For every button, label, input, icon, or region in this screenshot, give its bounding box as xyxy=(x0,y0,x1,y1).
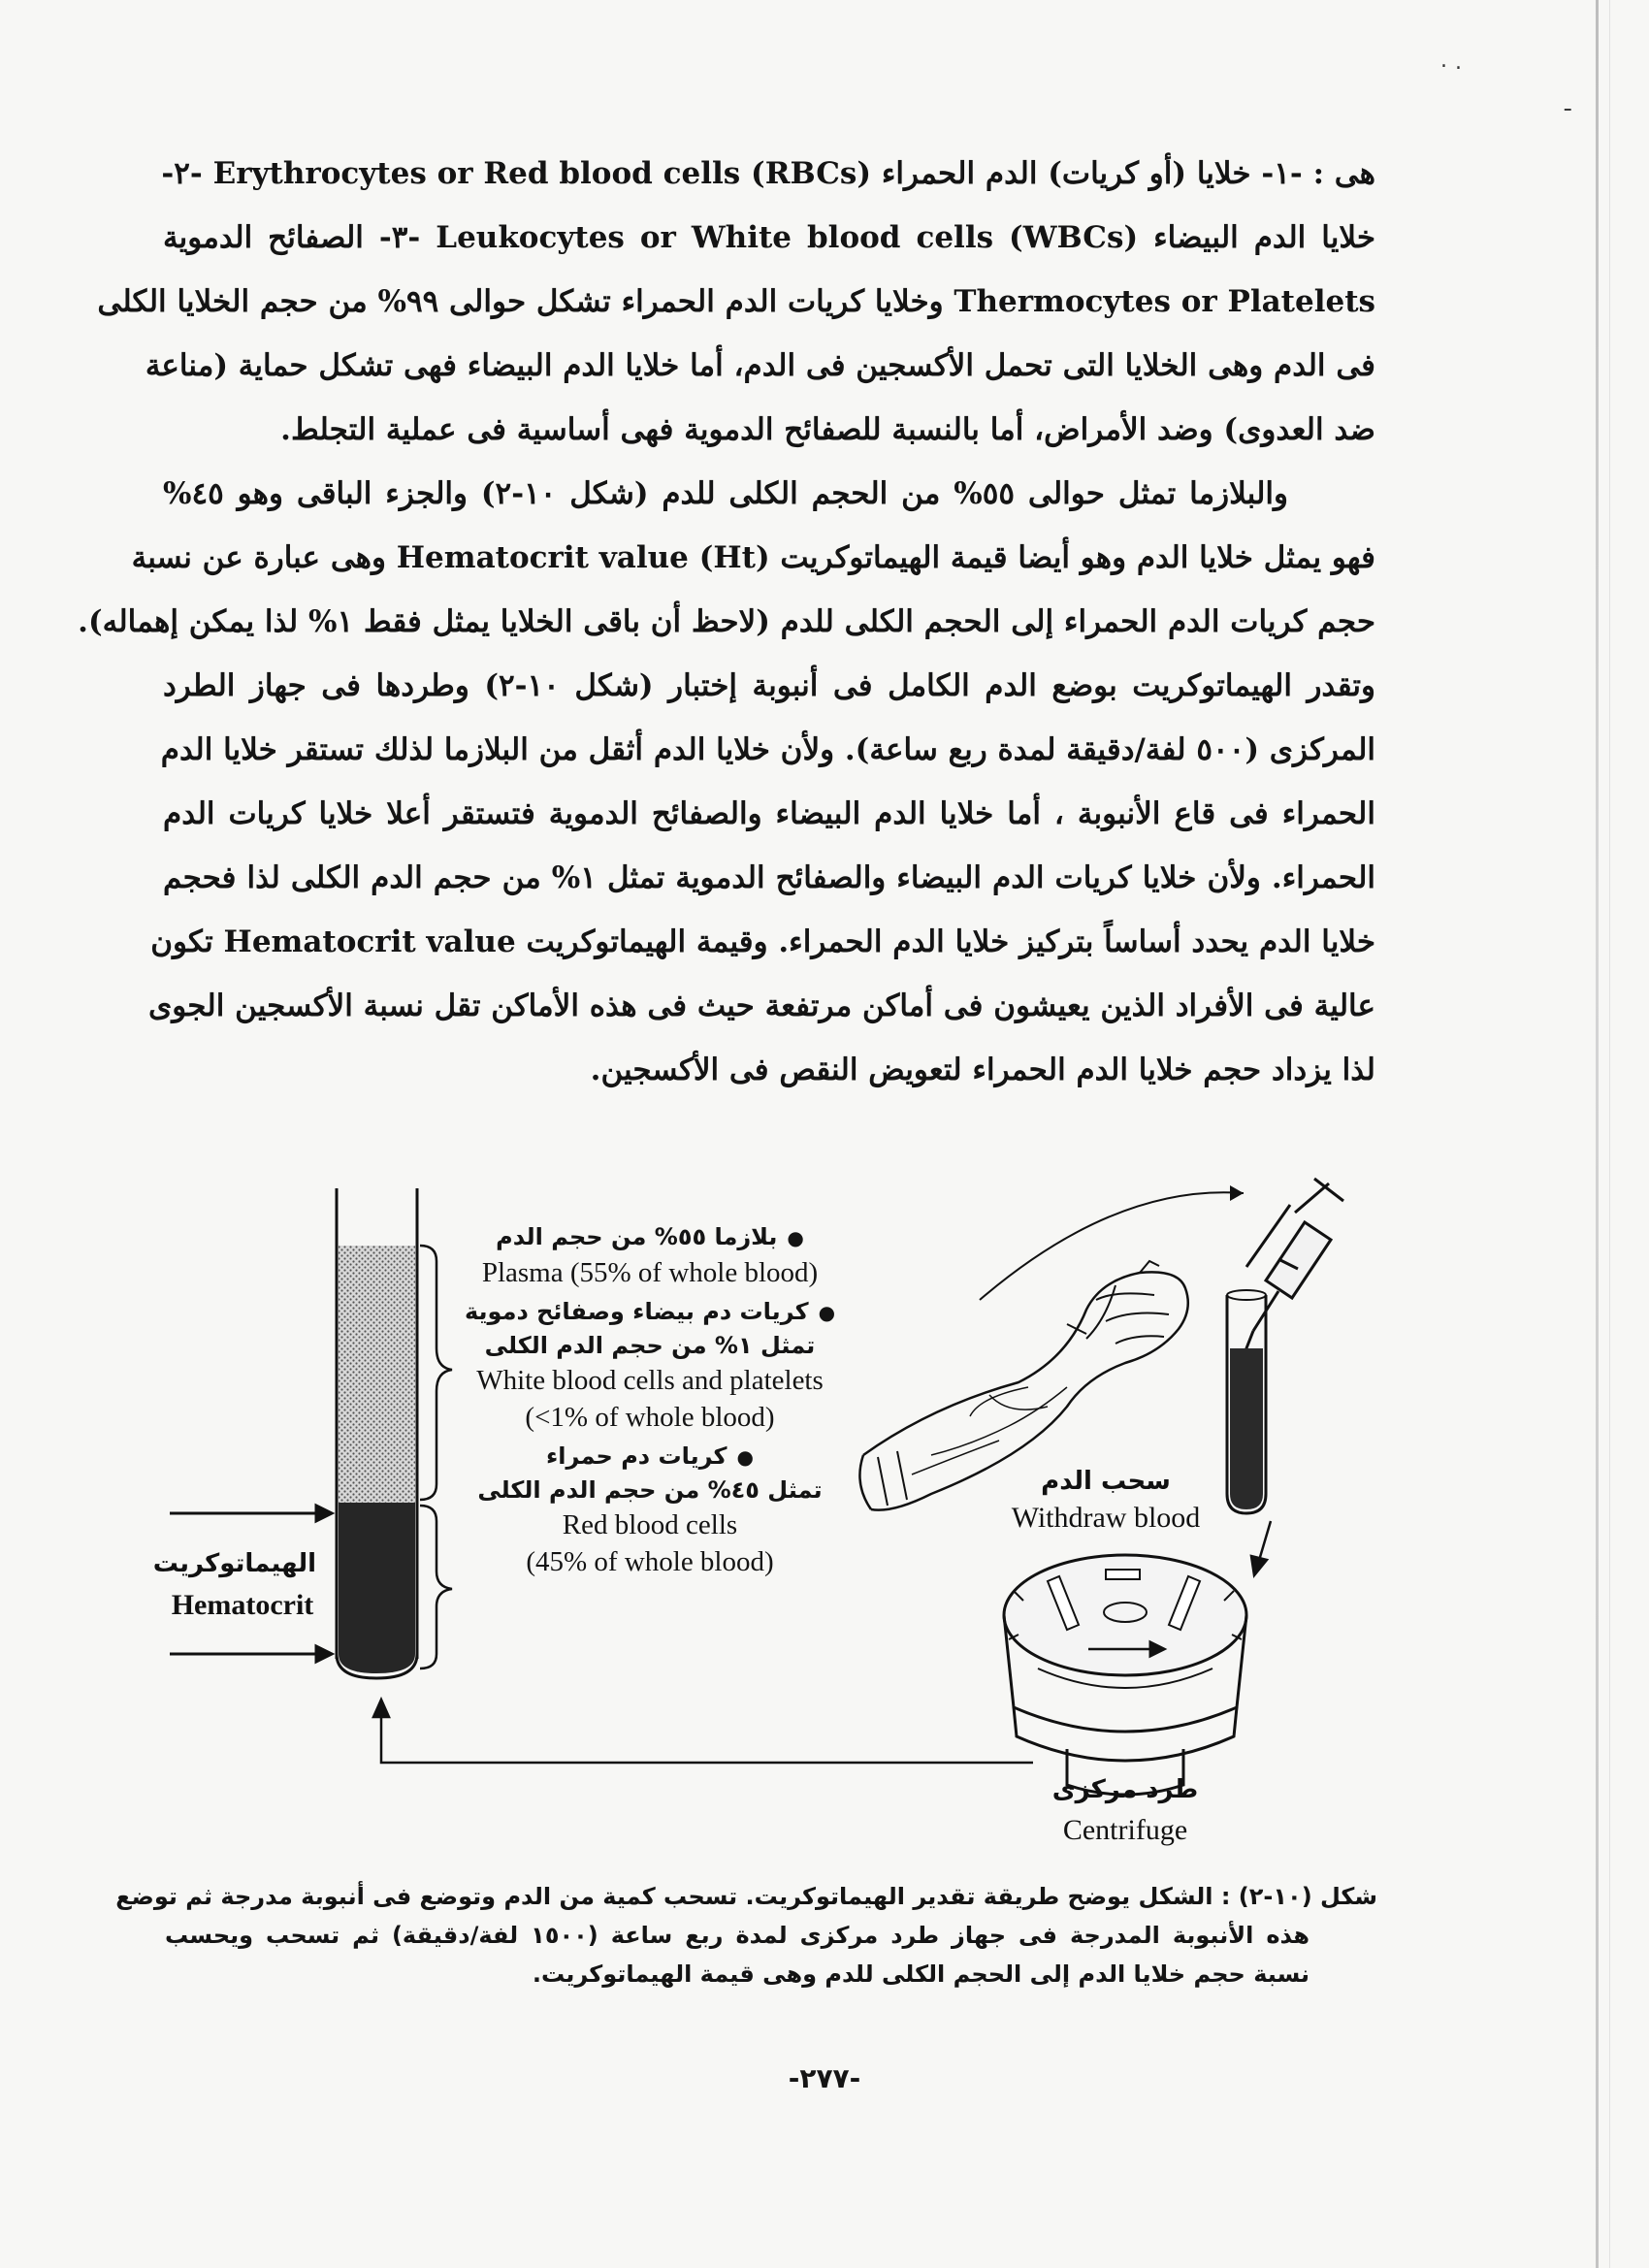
arrow-right-icon xyxy=(152,1506,332,1662)
scan-speck: . xyxy=(1455,50,1462,75)
bullet-icon: ● xyxy=(818,1301,836,1324)
legend-ar: تمثل ١% من حجم الدم الكلى xyxy=(484,1332,816,1359)
body-line: فى الدم وهى الخلايا التى تحمل الأكسجين فى الدم، أما خلايا الدم البيضاء فهى تشكل حماية (مناعة xyxy=(145,348,1375,383)
legend-ar: بلازما ٥٥% من حجم الدم xyxy=(496,1223,778,1250)
legend-item-wbc xyxy=(441,1295,858,1436)
legend-ar: كريات دم حمراء xyxy=(546,1442,728,1470)
legend-en: White blood cells and platelets xyxy=(476,1365,824,1396)
centrifuge-label-ar: طرد مركزى xyxy=(1051,1775,1199,1804)
caption-line: شكل (١٠-٢) : الشكل يوضح طريقة تقدير الهيماتوكريت. تسحب كمية من الدم وتوضع فى أنبوبة مدرجة ثم توضع xyxy=(115,1883,1377,1910)
withdraw-label-ar: سحب الدم xyxy=(1041,1467,1171,1496)
legend-ar: كريات دم بيضاء وصفائح دموية xyxy=(464,1298,809,1325)
scan-speck: . xyxy=(1440,49,1447,73)
syringe-icon xyxy=(1245,1179,1343,1353)
arrow-down-icon xyxy=(1251,1521,1271,1575)
body-line: خلايا الدم يحدد أساساً بتركيز خلايا الدم الحمراء. وقيمة الهيماتوكريت Hematocrit value تكون xyxy=(150,924,1375,959)
caption-line: نسبة حجم خلايا الدم إلى الحجم الكلى للدم وهى قيمة الهيماتوكريت. xyxy=(532,1960,1310,1988)
legend-en: Plasma (55% of whole blood) xyxy=(481,1257,819,1288)
centrifuge-label-en: Centrifuge xyxy=(1062,1814,1188,1846)
legend-ar: تمثل ٤٥% من حجم الدم الكلى xyxy=(477,1476,823,1504)
legend-en: (45% of whole blood) xyxy=(526,1546,774,1577)
body-line: Thermocytes or Platelets وخلايا كريات الدم الحمراء تشكل حوالى ٩٩% من حجم الخلايا الكلى xyxy=(97,284,1375,319)
body-line: المركزى (٥٠٠ لفة/دقيقة لمدة ربع ساعة). ولأن خلايا الدم أثقل من البلازما لذلك تستقر خلايا الدم xyxy=(160,732,1375,767)
body-line: خلايا الدم البيضاء (WBCs) Leukocytes or White blood cells -٣- الصفائح الدموية xyxy=(163,220,1375,255)
centrifuge-icon xyxy=(1004,1555,1246,1795)
body-line: فهو يمثل خلايا الدم وهو أيضا قيمة الهيماتوكريت Hematocrit value (Ht) وهى عبارة عن نسبة xyxy=(131,540,1375,575)
body-line: عالية فى الأفراد الذين يعيشون فى أماكن مرتفعة حيث فى هذه الأماكن تقل نسبة الأكسجين الجوى xyxy=(148,988,1375,1023)
arrow-head-icon xyxy=(1230,1185,1244,1201)
body-line: ضد العدوى) وضد الأمراض، أما بالنسبة للصفائح الدموية فهى أساسية فى عملية التجلط. xyxy=(280,412,1375,447)
blood-tube-icon xyxy=(1227,1290,1266,1513)
page-number: -٢٧٧- xyxy=(788,2062,861,2094)
hematocrit-figure xyxy=(0,1164,1649,1901)
hematocrit-label-ar: الهيماتوكريت xyxy=(152,1549,316,1578)
body-paragraphs xyxy=(78,142,1375,1102)
bullet-icon: ● xyxy=(787,1226,804,1249)
body-line: هى : -١- خلايا (أو كريات) الدم الحمراء (RBCs) Erythrocytes or Red blood cells -٢- xyxy=(161,156,1375,191)
return-arrow-icon xyxy=(373,1700,1033,1763)
body-line: وتقدر الهيماتوكريت بوضع الدم الكامل فى أنبوبة إختبار (شكل ١٠-٢) وطردها فى جهاز الطرد xyxy=(163,668,1375,703)
body-line: لذا يزداد حجم خلايا الدم الحمراء لتعويض النقص فى الأكسجين. xyxy=(590,1053,1375,1087)
body-line: الحمراء فى قاع الأنبوبة ، أما خلايا الدم البيضاء والصفائح الدموية فتستقر أعلا خلايا كريات الدم xyxy=(163,796,1375,831)
test-tube-icon xyxy=(337,1188,417,1678)
bullet-icon: ● xyxy=(736,1445,754,1469)
hematocrit-label-en: Hematocrit xyxy=(171,1589,314,1621)
scan-speck: ـ xyxy=(1565,92,1571,116)
body-line: حجم كريات الدم الحمراء إلى الحجم الكلى للدم (لاحظ أن باقى الخلايا يمثل فقط ١% لذا يمكن إهماله). xyxy=(78,604,1375,639)
legend-item-plasma xyxy=(441,1220,858,1291)
figure-legend xyxy=(441,1220,858,1584)
legend-item-rbc xyxy=(441,1440,858,1580)
figure-caption xyxy=(115,1877,1377,1993)
caption-line: هذه الأنبوبة المدرجة فى جهاز طرد مركزى لمدة ربع ساعة (١٥٠٠ لفة/دقيقة) ثم تسحب ويحسب xyxy=(165,1922,1310,1949)
body-line: والبلازما تمثل حوالى ٥٥% من الحجم الكلى للدم (شكل ١٠-٢) والجزء الباقى وهو ٤٥% xyxy=(163,476,1289,511)
body-line: الحمراء. ولأن خلايا كريات الدم البيضاء والصفائح الدموية تمثل ١% من حجم الدم الكلى لذا فحجم xyxy=(163,860,1375,895)
withdraw-label-en: Withdraw blood xyxy=(1011,1502,1201,1534)
legend-en: Red blood cells xyxy=(562,1509,738,1540)
legend-en: (<1% of whole blood) xyxy=(525,1402,775,1433)
